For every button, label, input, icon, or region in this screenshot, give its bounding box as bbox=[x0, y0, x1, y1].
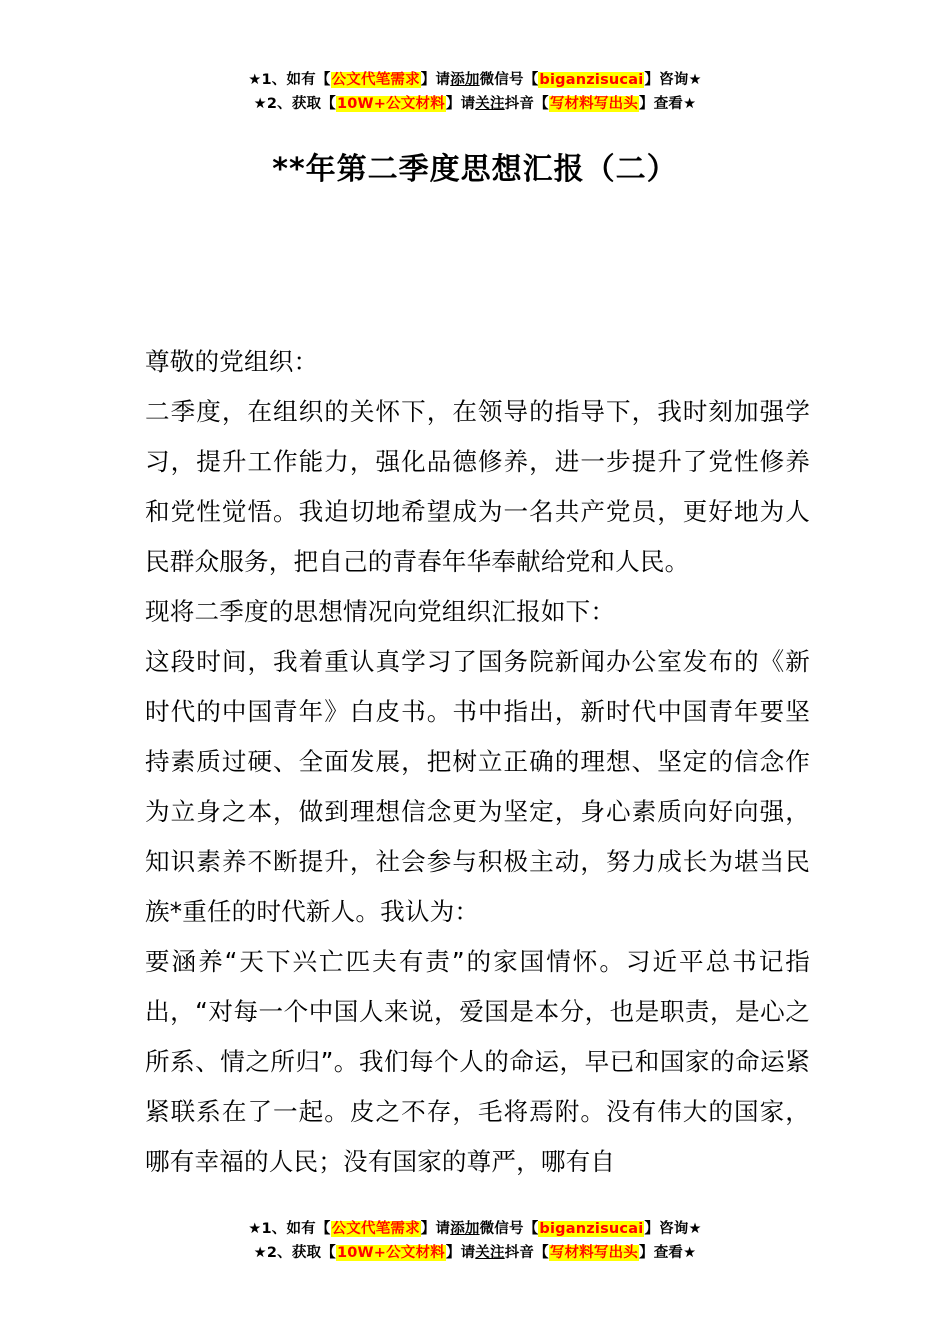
highlight-douyin-account: 写材料写出头 bbox=[549, 96, 639, 112]
banner-line-1: ★1、如有【公文代笔需求】请添加微信号【biganzisucai】咨询★ bbox=[248, 72, 702, 88]
highlight-ghostwriting: 公文代笔需求 bbox=[331, 1221, 420, 1237]
footer-banner bbox=[0, 1217, 950, 1265]
banner-line-1: ★1、如有【公文代笔需求】请添加微信号【biganzisucai】咨询★ bbox=[248, 1221, 702, 1237]
banner-line-2: ★2、获取【10W+公文材料】请关注抖音【写材料写出头】查看★ bbox=[253, 96, 697, 112]
body-paragraph: 要涵养“天下兴亡匹夫有责”的家国情怀。习近平总书记指出，“对每一个中国人来说，爱国是本分，也是职责，是心之所系、情之所归”。我们每个人的命运，早已和国家的命运紧紧联系在了一起。皮之不存，毛将焉附。没有伟大的国家，哪有幸福的人民；没有国家的尊严，哪有自 bbox=[145, 947, 810, 1176]
highlight-douyin-account: 写材料写出头 bbox=[549, 1245, 639, 1261]
header-banner bbox=[0, 68, 950, 116]
salutation: 尊敬的党组织： bbox=[145, 347, 319, 376]
document-title: **年第二季度思想汇报（二） bbox=[272, 152, 678, 187]
highlight-materials: 10W+公文材料 bbox=[336, 1245, 445, 1261]
body-paragraph: 这段时间，我着重认真学习了国务院新闻办公室发布的《新时代的中国青年》白皮书。书中指出，新时代中国青年要坚持素质过硬、全面发展，把树立正确的理想、坚定的信念作为立身之本，做到理想信念更为坚定，身心素质向好向强，知识素养不断提升，社会参与积极主动，努力成长为堪当民族*重任的时代新人。我认为： bbox=[145, 647, 810, 926]
document-body bbox=[145, 337, 810, 1187]
banner-line-2: ★2、获取【10W+公文材料】请关注抖音【写材料写出头】查看★ bbox=[253, 1245, 697, 1261]
body-paragraph: 现将二季度的思想情况向党组织汇报如下： bbox=[145, 597, 616, 626]
highlight-materials: 10W+公文材料 bbox=[336, 96, 445, 112]
highlight-wechat-id: biganzisucai bbox=[539, 1221, 644, 1237]
highlight-ghostwriting: 公文代笔需求 bbox=[331, 72, 420, 88]
body-paragraph: 二季度，在组织的关怀下，在领导的指导下，我时刻加强学习，提升工作能力，强化品德修养，进一步提升了党性修养和党性觉悟。我迫切地希望成为一名共产党员，更好地为人民群众服务，把自己的青春年华奉献给党和人民。 bbox=[145, 397, 810, 576]
highlight-wechat-id: biganzisucai bbox=[539, 72, 644, 88]
